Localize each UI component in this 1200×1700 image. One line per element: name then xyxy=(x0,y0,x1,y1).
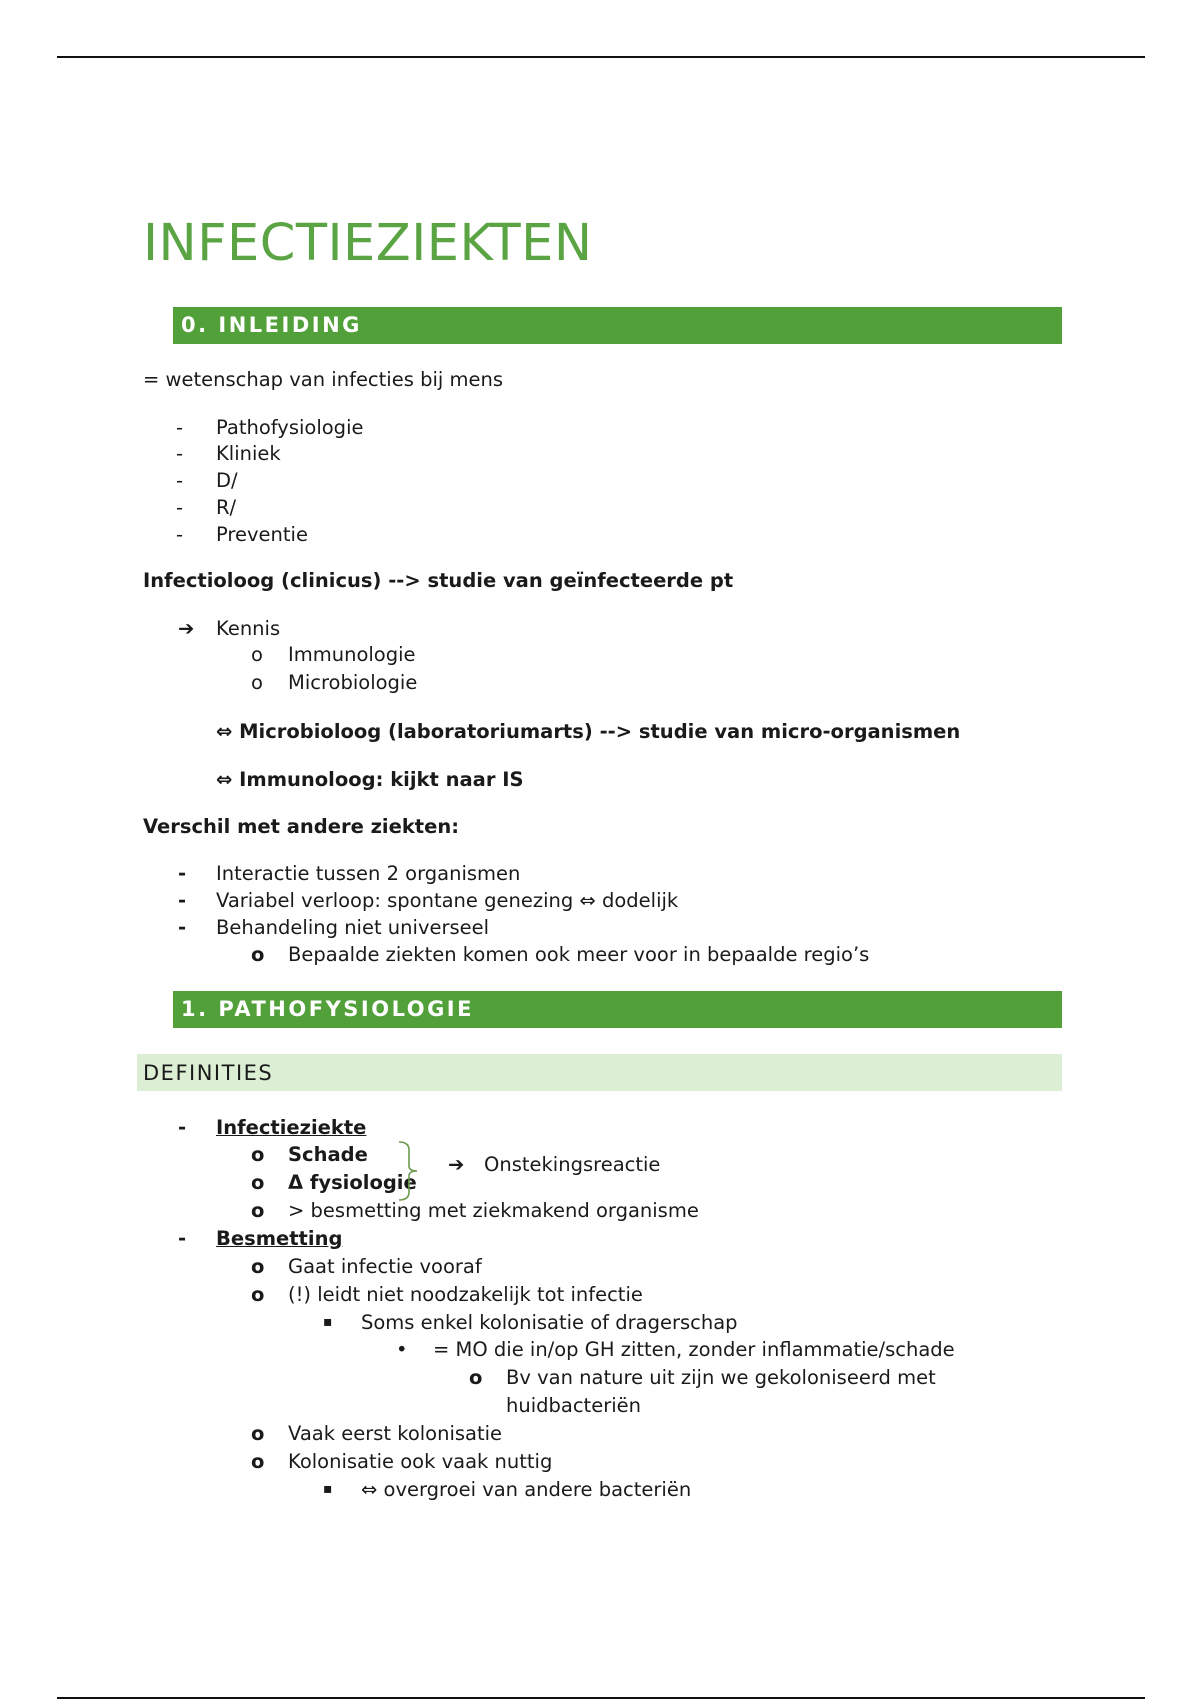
dash-marker: - xyxy=(176,416,184,439)
list-item: Δ fysiologie xyxy=(288,1171,417,1194)
list-item: Preventie xyxy=(216,523,308,546)
list-item: D/ xyxy=(216,469,238,492)
dash-marker: - xyxy=(176,496,184,519)
subheading-definities xyxy=(137,1054,1062,1091)
dash-marker: - xyxy=(176,523,184,546)
bullet-marker: • xyxy=(396,1338,408,1361)
list-item: R/ xyxy=(216,496,237,519)
list-item: Behandeling niet universeel xyxy=(216,916,490,939)
dash-marker: - xyxy=(176,442,184,465)
kennis-text: Kennis xyxy=(216,617,281,640)
ontsteking-text: Onstekingsreactie xyxy=(484,1153,661,1176)
list-item: Kolonisatie ook vaak nuttig xyxy=(288,1450,553,1473)
list-item: Gaat infectie vooraf xyxy=(288,1255,482,1278)
circle-marker: o xyxy=(251,1283,265,1306)
circle-marker: o xyxy=(251,1171,265,1194)
dash-marker: - xyxy=(178,1116,187,1139)
circle-marker: o xyxy=(251,643,263,666)
dash-marker: - xyxy=(178,862,187,885)
list-item: > besmetting met ziekmakend organisme xyxy=(288,1199,699,1222)
list-item: = MO die in/op GH zitten, zonder inflammatie/schade xyxy=(433,1338,955,1361)
section-heading-text: 1. PATHOFYSIOLOGIE xyxy=(181,997,474,1021)
document-title: INFECTIEZIEKTEN xyxy=(143,214,593,273)
list-item: Pathofysiologie xyxy=(216,416,364,439)
list-item: Soms enkel kolonisatie of dragerschap xyxy=(361,1311,738,1334)
microbioloog-text: ⇔ Microbioloog (laboratoriumarts) --> studie van micro-organismen xyxy=(216,720,961,743)
list-item: (!) leidt niet noodzakelijk tot infectie xyxy=(288,1283,643,1306)
circle-marker: o xyxy=(251,943,265,966)
dash-marker: - xyxy=(178,916,187,939)
square-marker: ▪ xyxy=(323,1481,333,1497)
list-item: Bepaalde ziekten komen ook meer voor in bepaalde regio’s xyxy=(288,943,870,966)
circle-marker: o xyxy=(251,1422,265,1445)
subheading-text: DEFINITIES xyxy=(143,1061,274,1085)
circle-marker: o xyxy=(469,1366,483,1389)
bracket-connector xyxy=(397,1140,423,1202)
list-item: Immunologie xyxy=(288,643,416,666)
footer-rule xyxy=(57,1697,1145,1699)
list-item-continuation: huidbacteriën xyxy=(506,1394,641,1417)
definition-text: = wetenschap van infecties bij mens xyxy=(143,368,503,391)
infectioloog-text: Infectioloog (clinicus) --> studie van geïnfecteerde pt xyxy=(143,569,734,592)
list-item: Schade xyxy=(288,1143,368,1166)
list-item: Kliniek xyxy=(216,442,281,465)
circle-marker: o xyxy=(251,1450,265,1473)
list-item: Vaak eerst kolonisatie xyxy=(288,1422,503,1445)
dash-marker: - xyxy=(176,469,184,492)
arrow-marker: ➔ xyxy=(448,1153,465,1176)
list-item: Variabel verloop: spontane genezing ⇔ dodelijk xyxy=(216,889,679,912)
section-heading-pathofysiologie xyxy=(173,991,1062,1028)
square-marker: ▪ xyxy=(323,1314,333,1330)
list-item: Microbiologie xyxy=(288,671,418,694)
immunoloog-text: ⇔ Immunoloog: kijkt naar IS xyxy=(216,768,524,791)
header-rule xyxy=(57,56,1145,58)
term-besmetting: Besmetting xyxy=(216,1227,343,1250)
circle-marker: o xyxy=(251,1199,265,1222)
dash-marker: - xyxy=(178,889,187,912)
section-heading-text: 0. INLEIDING xyxy=(181,313,362,337)
circle-marker: o xyxy=(251,1143,265,1166)
list-item: Interactie tussen 2 organismen xyxy=(216,862,521,885)
dash-marker: - xyxy=(178,1227,187,1250)
list-item: ⇔ overgroei van andere bacteriën xyxy=(361,1478,692,1501)
circle-marker: o xyxy=(251,1255,265,1278)
list-item: Bv van nature uit zijn we gekoloniseerd met xyxy=(506,1366,936,1389)
arrow-marker: ➔ xyxy=(178,617,195,640)
term-infectieziekte: Infectieziekte xyxy=(216,1116,367,1139)
section-heading-inleiding xyxy=(173,307,1062,344)
circle-marker: o xyxy=(251,671,263,694)
verschil-heading: Verschil met andere ziekten: xyxy=(143,815,460,838)
